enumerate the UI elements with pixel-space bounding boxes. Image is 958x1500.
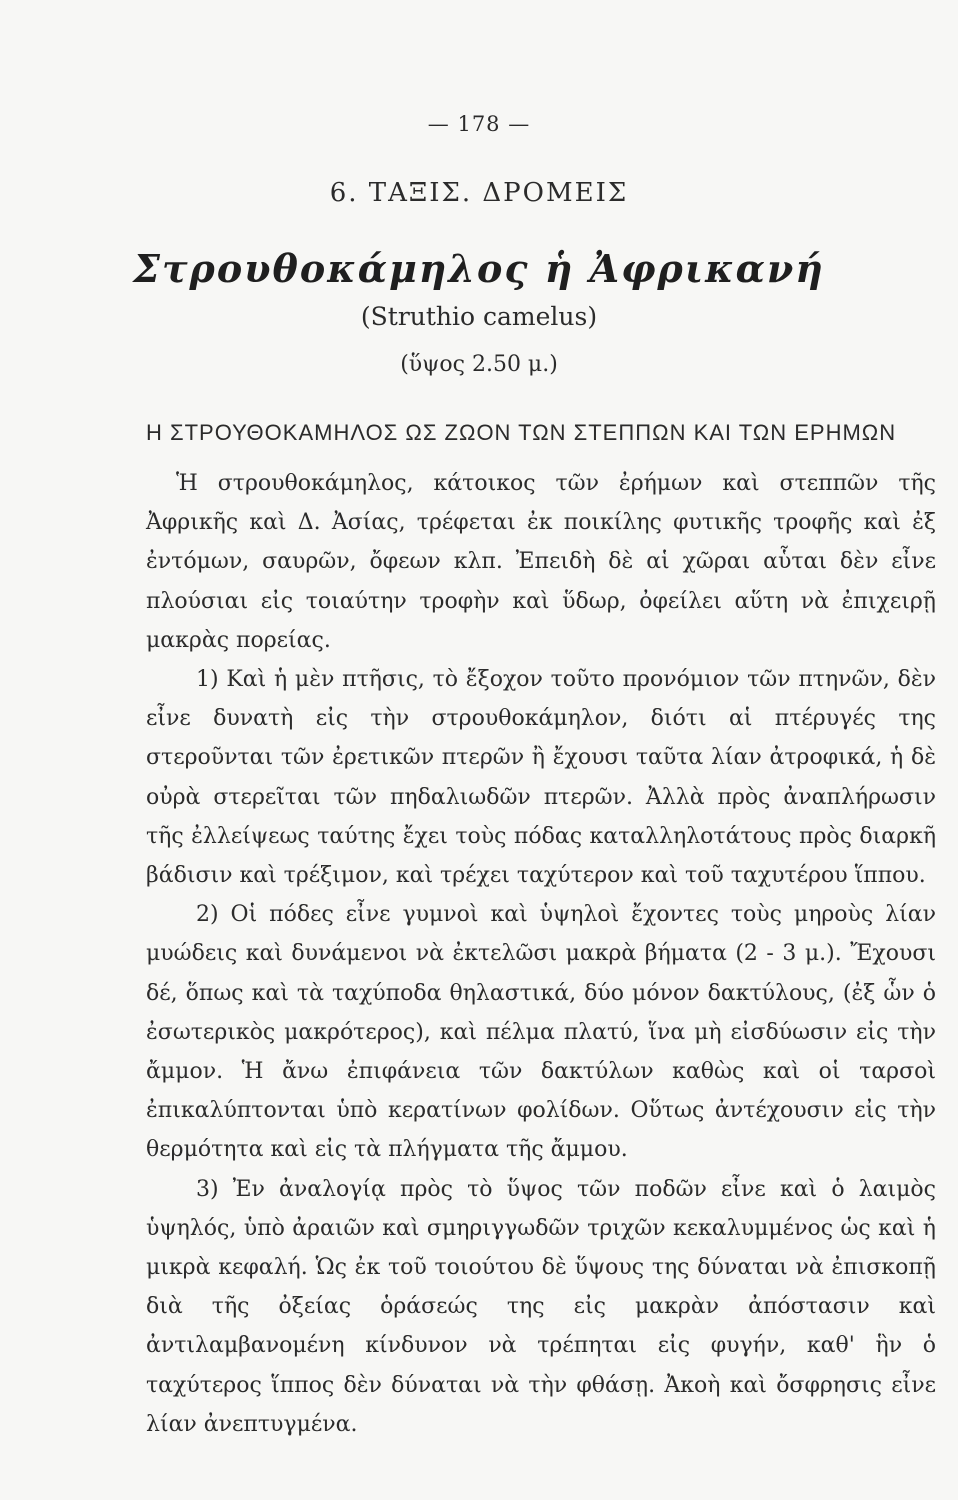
section-title: 6. ΤΑΞΙΣ. ΔΡΟΜΕΙΣ xyxy=(329,178,629,208)
chapter-subtitle: Η ΣΤΡΟΥΘΟΚΑΜΗΛΟΣ ΩΣ ΖΩΟΝ ΤΩΝ ΣΤΕΠΠΩΝ ΚΑΙ ΤΩΝ ΕΡΗΜΩΝ xyxy=(146,420,897,445)
page-number: — 178 — xyxy=(427,112,531,136)
paragraph-intro: Ἡ στρουθοκάμηλος, κάτοικος τῶν ἐρήμων καὶ στεππῶν τῆς Ἀφρικῆς καὶ Δ. Ἀσίας, τρέφεται ἐκ ποικίλης φυτικῆς τροφῆς καὶ ἐξ ἐντόμων, σαυρῶν, ὄφεων κλπ. Ἐπειδὴ δὲ αἱ χῶραι αὗται δὲν εἶνε πλούσιαι εἰς τοιαύτην τροφὴν καὶ ὕδωρ, ὀφείλει αὕτη νὰ ἐπιχειρῇ μακρὰς πορείας. xyxy=(146,471,936,653)
paragraph-3: 3) Ἐν ἀναλογίᾳ πρὸς τὸ ὕψος τῶν ποδῶν εἶνε καὶ ὁ λαιμὸς ὑψηλός, ὑπὸ ἀραιῶν καὶ σμηριγγωδῶν τριχῶν κεκαλυμμένος ὡς καὶ ἡ μικρὰ κεφαλή. Ὡς ἐκ τοῦ τοιούτου δὲ ὕψους της δύναται νὰ ἐπισκοπῇ διὰ τῆς ὀξείας ὁράσεώς της εἰς μακρὰν ἀπόστασιν καὶ ἀντιλαμβανομένη κίνδυνον νὰ τρέπηται εἰς φυγήν, καθ' ἣν ὁ ταχύτερος ἵππος δὲν δύναται νὰ τὴν φθάσῃ. Ἀκοὴ καὶ ὄσφρησις εἶνε λίαν ἀνεπτυγμένα. xyxy=(146,1176,936,1437)
scientific-name: (Struthio camelus) xyxy=(360,302,598,331)
body-text xyxy=(146,464,936,1444)
paragraph-2: 2) Οἱ πόδες εἶνε γυμνοὶ καὶ ὑψηλοὶ ἔχοντες τοὺς μηροὺς λίαν μυώδεις καὶ δυνάμενοι νὰ ἐκτελῶσι μακρὰ βήματα (2 - 3 μ.). Ἔχουσι δέ, ὅπως καὶ τὰ ταχύποδα θηλαστικά, δύο μόνον δακτύλους, (ἐξ ὧν ὁ ἐσωτερικὸς μακρότερος), καὶ πέλμα πλατύ, ἵνα μὴ εἰσδύωσιν εἰς τὴν ἄμμον. Ἡ ἄνω ἐπιφάνεια τῶν δακτύλων καθὼς καὶ οἱ ταρσοὶ ἐπικαλύπτονται ὑπὸ κερατίνων φολίδων. Οὕτως ἀντέχουσιν εἰς τὴν θερμότητα καὶ εἰς τὰ πλήγματα τῆς ἄμμου. xyxy=(146,902,936,1163)
species-title: Στρουθοκάμηλος ἡ Ἀφρικανή xyxy=(133,246,825,291)
paragraph-1: 1) Καὶ ἡ μὲν πτῆσις, τὸ ἔξοχον τοῦτο προνόμιον τῶν πτηνῶν, δὲν εἶνε δυνατὴ εἰς τὴν στρουθοκάμηλον, διότι αἱ πτέρυγές της στεροῦνται τῶν ἐρετικῶν πτερῶν ἢ ἔχουσι ταῦτα λίαν ἀτροφικά, ἡ δὲ οὐρὰ στερεῖται τῶν πηδαλιωδῶν πτερῶν. Ἀλλὰ πρὸς ἀναπλήρωσιν τῆς ἐλλείψεως ταύτης ἔχει τοὺς πόδας καταλληλοτάτους πρὸς διαρκῆ βάδισιν καὶ τρέξιμον, καὶ τρέχει ταχύτερον καὶ τοῦ ταχυτέρου ἵππου. xyxy=(146,667,936,889)
height-note: (ὕψος 2.50 μ.) xyxy=(400,352,558,377)
